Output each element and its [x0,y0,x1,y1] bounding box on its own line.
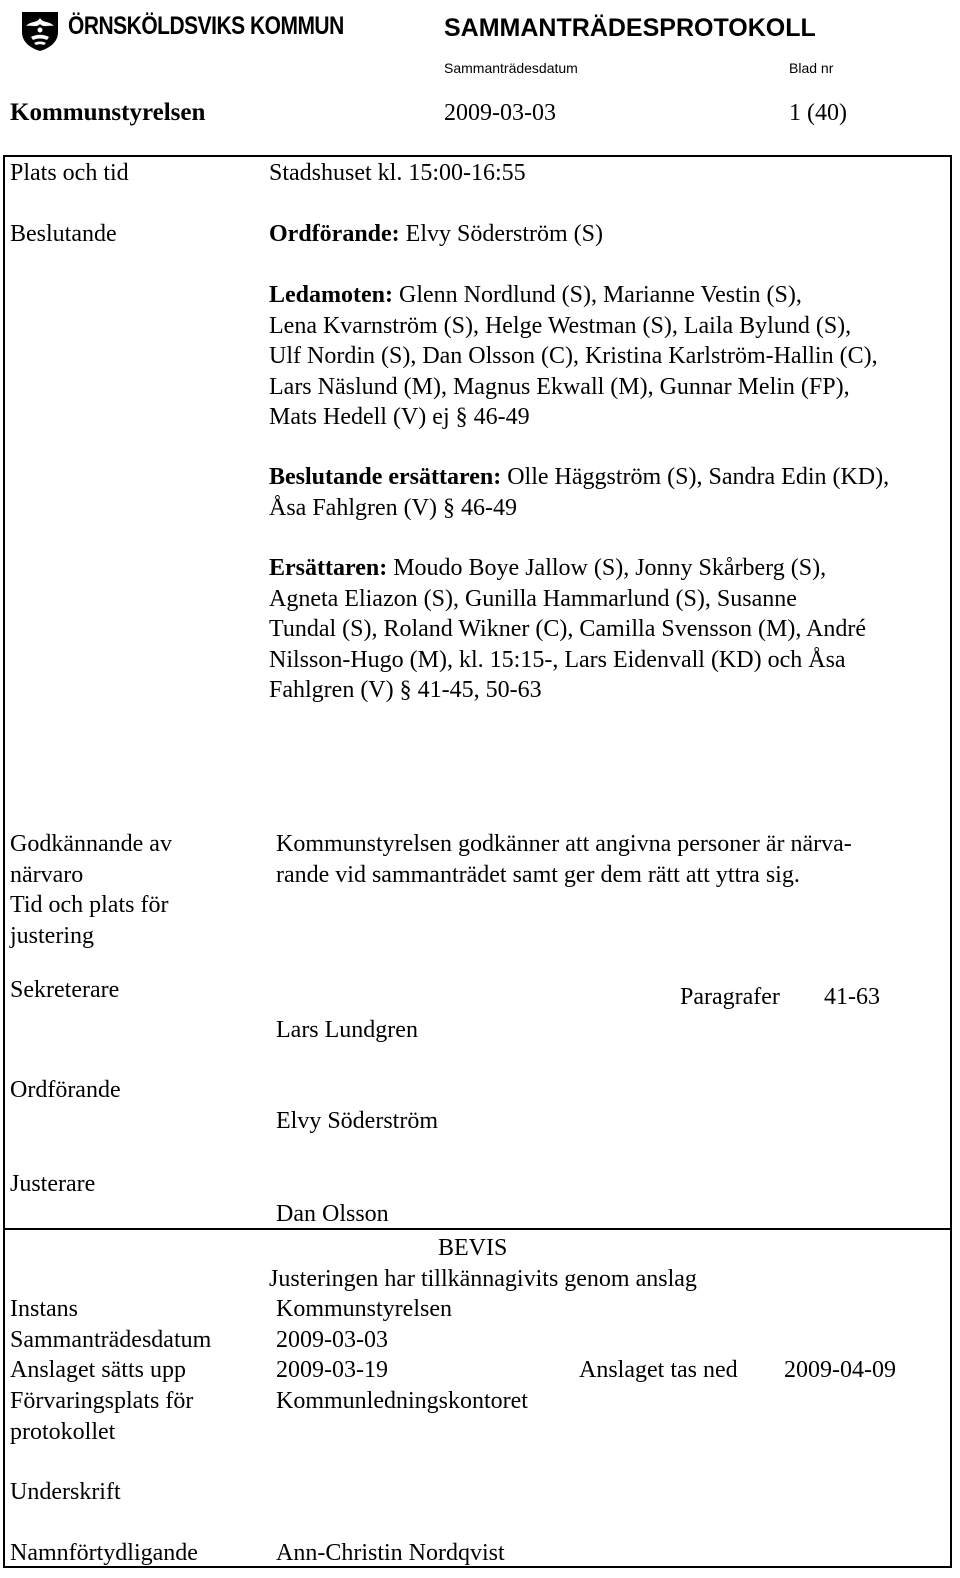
deputies-line: Agneta Eliazon (S), Gunilla Hammarlund (S), Susanne [269,585,797,612]
section-divider [3,1228,952,1230]
storage-label [10,1386,193,1447]
date-label: Sammanträdesdatum [444,60,578,76]
deputies-line: Tundal (S), Roland Wikner (C), Camilla Svensson (M), André [269,616,866,642]
deputies-line: Fahlgren (V) § 41-45, 50-63 [269,677,542,703]
members-line: Mats Hedell (V) ej § 46-49 [269,404,530,430]
storage-label-line: Förvaringsplats för [10,1388,194,1414]
approval-text [276,829,852,890]
approval-label [10,829,172,951]
adjuster-name: Dan Olsson [276,1201,389,1227]
deputies-label: Ersättaren: [269,555,388,581]
storage-value: Kommunledningskontoret [276,1388,528,1414]
deputies-deciding-line: Åsa Fahlgren (V) § 46-49 [269,494,517,521]
name-clarification-value: Ann-Christin Nordqvist [276,1540,505,1566]
deputies-line: Moudo Boye Jallow (S), Jonny Skårberg (S), [387,555,827,581]
chair-signature-name: Elvy Söderström [276,1108,438,1134]
municipality-crest-icon [20,10,60,52]
place-value: Stadshuset kl. 15:00-16:55 [269,160,526,186]
meeting-date-value: 2009-03-03 [276,1327,388,1353]
instance-label: Instans [10,1296,78,1322]
removed-label: Anslaget tas ned [579,1357,738,1383]
document-title: SAMMANTRÄDESPROTOKOLL [444,14,816,42]
page-label: Blad nr [789,60,834,76]
organization-name: ÖRNSKÖLDSVIKS KOMMUN [68,12,344,40]
meeting-date-label: Sammanträdesdatum [10,1327,212,1353]
approval-label-line: Tid och plats för [10,892,169,918]
certificate-title: BEVIS [438,1235,508,1261]
adjuster-label: Justerare [10,1171,96,1197]
name-clarification-label: Namnförtydligande [10,1540,198,1566]
members-line: Lena Kvarnström (S), Helge Westman (S), Laila Bylund (S), [269,312,852,339]
approval-label-line: närvaro [10,861,84,888]
approval-text-line: Kommunstyrelsen godkänner att angivna personer är närva- [276,831,852,857]
deciding-label: Beslutande [10,221,117,247]
posted-value: 2009-03-19 [276,1357,388,1383]
removed-value: 2009-04-09 [784,1357,896,1383]
deputies-deciding-label: Beslutande ersättaren: [269,464,502,490]
deputies-line: Nilsson-Hugo (M), kl. 15:15-, Lars Eidenvall (KD) och Åsa [269,646,846,673]
place-label: Plats och tid [10,160,129,186]
members-label: Ledamoten: [269,282,393,308]
secretary-label: Sekreterare [10,977,120,1003]
approval-text-line: rande vid sammanträdet samt ger dem rätt att yttra sig. [276,861,800,888]
secretary-name: Lars Lundgren [276,1017,418,1043]
page-number: 1 (40) [789,100,847,126]
members-line: Ulf Nordin (S), Dan Olsson (C), Kristina Karlström-Hallin (C), [269,343,878,369]
certificate-subtitle: Justeringen har tillkännagivits genom anslag [269,1266,697,1292]
posted-label: Anslaget sätts upp [10,1357,186,1383]
signature-label: Underskrift [10,1479,121,1505]
committee-name: Kommunstyrelsen [10,99,206,126]
members-line: Lars Näslund (M), Magnus Ekwall (M), Gunnar Melin (FP), [269,373,850,400]
approval-label-line: Godkännande av [10,831,172,857]
frame-left-border [3,155,5,1568]
members-block [269,280,878,433]
paragraphs-value: 41-63 [824,984,880,1010]
chair-label: Ordförande: [269,221,400,247]
meeting-date: 2009-03-03 [444,100,556,126]
approval-label-line: justering [10,922,94,949]
chair-value: Elvy Söderström (S) [399,221,603,247]
frame-right-border [950,155,952,1568]
deputies-deciding-line: Olle Häggström (S), Sandra Edin (KD), [501,464,890,490]
chair-signature-label: Ordförande [10,1077,121,1103]
storage-label-line: protokollet [10,1418,116,1445]
frame-top-border [3,155,952,157]
members-line: Glenn Nordlund (S), Marianne Vestin (S), [392,282,802,308]
paragraphs-label: Paragrafer [680,984,780,1010]
instance-value: Kommunstyrelsen [276,1296,452,1322]
deputies-block [269,553,866,706]
deciding-deputies-block [269,462,889,523]
chair-line [269,219,603,250]
